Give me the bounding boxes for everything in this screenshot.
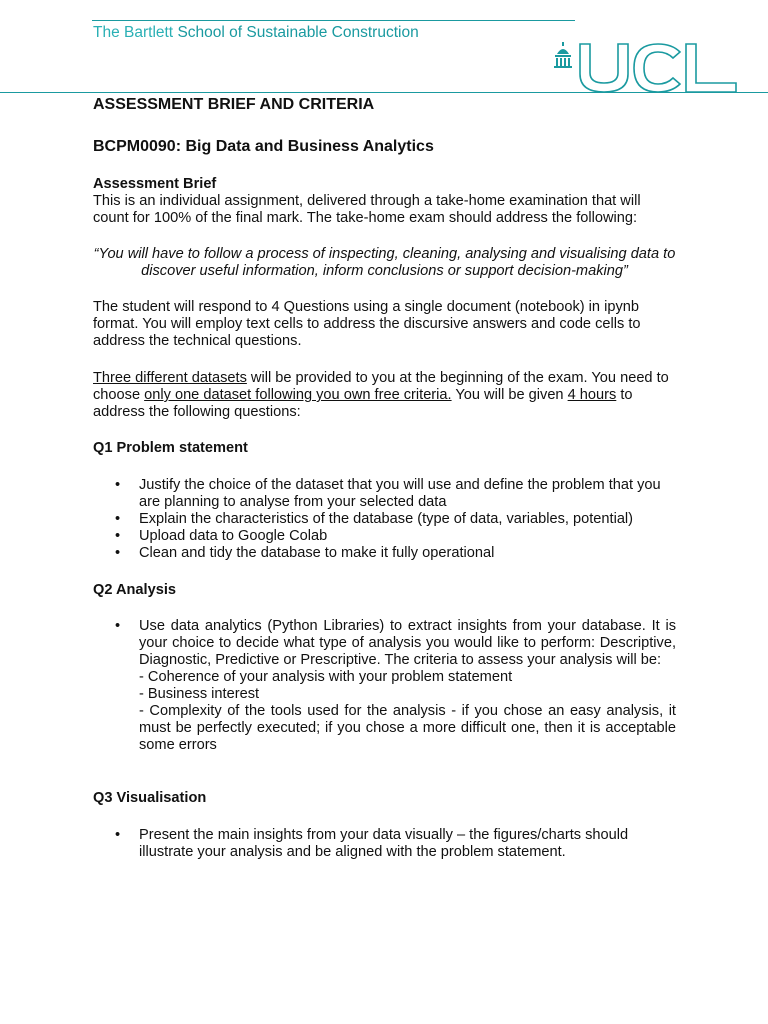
q1-list [93, 477, 676, 562]
q2-lead: • Use data analytics (Python Libraries) to extract insights from your database. It is your choice to decide what type of analysis you would like to perform: Descriptive, Diagnostic, Predictive or Prescriptive. The criteria to assess your analysis will be: [139, 618, 676, 668]
document-title: ASSESSMENT BRIEF AND CRITERIA [93, 96, 375, 113]
course-title: BCPM0090: Big Data and Business Analytics [93, 138, 434, 155]
ucl-logo [552, 40, 742, 96]
list-item: • Explain the characteristics of the database (type of data, variables, potential) [93, 511, 676, 528]
portico-icon [554, 42, 572, 68]
list-item [93, 618, 676, 754]
datasets-text-2: You will be given [451, 387, 568, 403]
brand-main: School of Sustainable Construction [177, 24, 419, 41]
list-item: • Justify the choice of the dataset that you will use and define the problem that you are planning to analyse from your selected data [93, 477, 676, 511]
list-item: • Present the main insights from your data visually – the figures/charts should illustrate your analysis and be aligned with the problem statement. [93, 827, 676, 861]
brief-text: This is an individual assignment, delivered through a take-home examination that will count for 100% of the final mark. The take-home exam should address the following: [93, 193, 641, 226]
q1-heading: Q1 Problem statement [93, 440, 248, 456]
respond-text: The student will respond to 4 Questions using a single document (notebook) in ipynb format. You will employ text cells to address the discursive answers and code cells to address the technical questions. [93, 299, 641, 349]
ucl-wordmark [580, 44, 736, 92]
header-top-rule [92, 20, 575, 21]
q2-criterion-1: - Coherence of your analysis with your problem statement [139, 669, 513, 685]
hours-underlined: 4 hours [567, 387, 617, 403]
datasets-text: will be provided to you at the beginning of the exam. You need to choose [93, 370, 669, 403]
one-dataset-underlined: only one dataset following you own free criteria. [144, 387, 452, 403]
datasets-text-3: to address the following questions: [93, 387, 633, 420]
school-name [93, 24, 419, 42]
brief-section [93, 176, 676, 227]
q2-heading: Q2 Analysis [93, 582, 177, 598]
header-rule [0, 92, 768, 93]
q3-heading: Q3 Visualisation [93, 790, 207, 806]
q2-criterion-3: - Complexity of the tools used for the analysis - if you chose an easy analysis, it must be perfectly executed; if you chose a more difficult one, then it is acceptable some errors [139, 703, 676, 753]
datasets-paragraph [93, 370, 676, 421]
list-item: • Clean and tidy the database to make it fully operational [93, 545, 676, 562]
brief-quote: “You will have to follow a process of inspecting, cleaning, analysing and visualising data to discover useful information, inform conclusions or support decision-making” [93, 246, 676, 279]
q2-criterion-2: - Business interest [139, 686, 260, 702]
q3-list [93, 827, 676, 861]
datasets-underlined: Three different datasets [93, 370, 247, 386]
brand-light: The Bartlett [93, 24, 174, 41]
brief-heading: Assessment Brief [93, 176, 217, 192]
list-item: • Upload data to Google Colab [93, 528, 676, 545]
q2-list [93, 618, 676, 754]
